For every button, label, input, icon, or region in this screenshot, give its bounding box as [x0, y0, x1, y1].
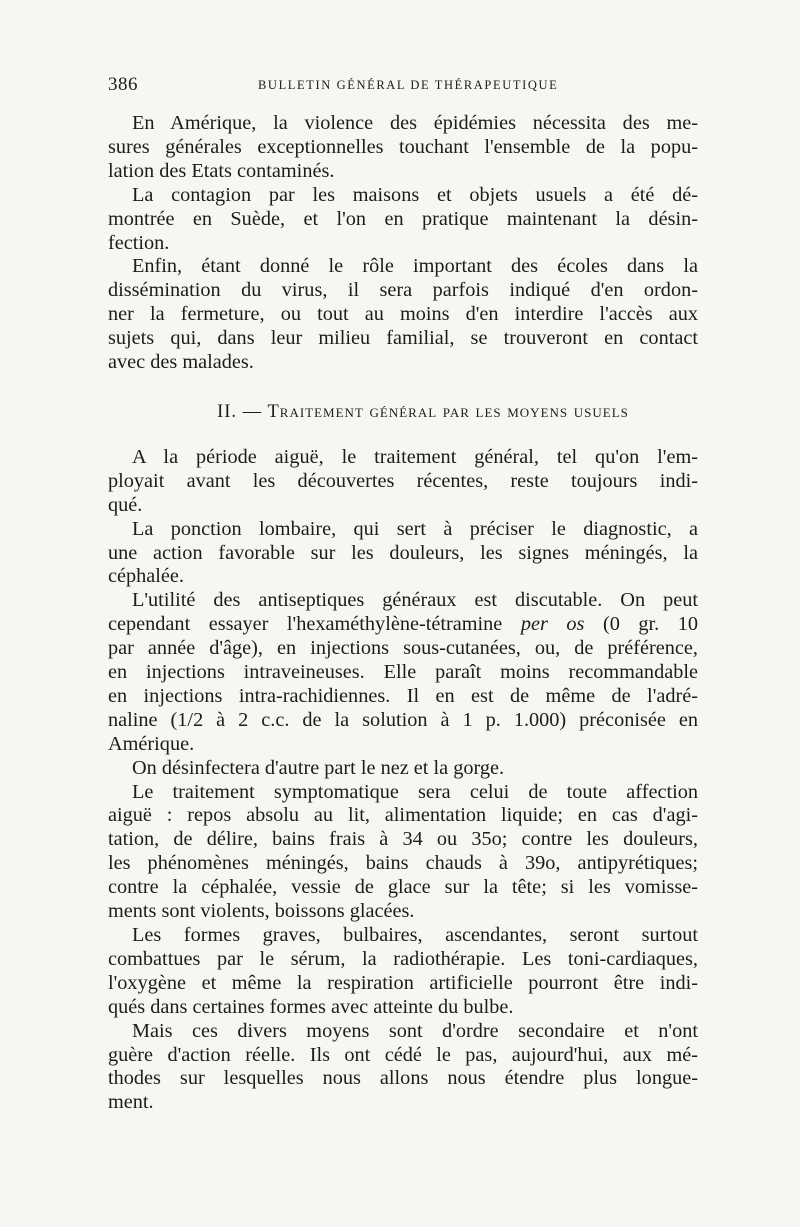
text-line: l'oxygène et même la respiration artificielle pourront être indi-: [108, 971, 698, 994]
page-number: 386: [108, 74, 138, 95]
paragraph: [108, 446, 698, 518]
text-line: La ponction lombaire, qui sert à préciser le diagnostic, a: [132, 517, 698, 540]
text-line: sujets qui, dans leur milieu familial, se trouveront en contact: [108, 327, 698, 350]
text-line: montrée en Suède, et l'on en pratique maintenant la désin-: [108, 207, 698, 230]
text-line: céphalée.: [108, 565, 184, 588]
paragraph: [108, 255, 698, 375]
paragraph: [108, 781, 698, 924]
text-line: avec des malades.: [108, 351, 254, 374]
text-line: La contagion par les maisons et objets usuels a été dé-: [132, 183, 698, 206]
text-line: On désinfectera d'autre part le nez et la gorge.: [132, 756, 505, 779]
text-line: ployait avant les découvertes récentes, reste toujours indi-: [108, 469, 698, 492]
text-line: Les formes graves, bulbaires, ascendantes, seront surtout: [132, 924, 698, 946]
text-line: en injections intra-rachidiennes. Il en est de même de l'adré-: [108, 684, 698, 707]
text-line: contre la céphalée, vessie de glace sur la tête; si les vomisse-: [108, 876, 698, 899]
text-line: une action favorable sur les douleurs, les signes méningés, la: [108, 541, 698, 564]
text-line: Mais ces divers moyens sont d'ordre secondaire et n'ont: [132, 1019, 698, 1042]
paragraph: [108, 757, 698, 781]
paragraph: [108, 1020, 698, 1116]
text-line: guère d'action réelle. Ils ont cédé le pas, aujourd'hui, aux mé-: [108, 1043, 698, 1066]
text-line: En Amérique, la violence des épidémies nécessita des me-: [132, 112, 698, 134]
text-line: lation des Etats contaminés.: [108, 159, 335, 182]
text-line: tation, de délire, bains frais à 34 ou 35o; contre les douleurs,: [108, 828, 698, 851]
text-line: combattues par le sérum, la radiothérapie. Les toni-cardiaques,: [108, 947, 698, 970]
paragraph: [108, 184, 698, 256]
text-line: ner la fermeture, ou tout au moins d'en interdire l'accès aux: [108, 303, 698, 326]
paragraphs-after-heading: [108, 446, 698, 1115]
running-head: [108, 74, 698, 96]
paragraph: [108, 924, 698, 1020]
text-line: sures générales exceptionnelles touchant l'ensemble de la popu-: [108, 135, 698, 158]
text-line: Enfin, étant donné le rôle important des écoles dans la: [132, 255, 698, 278]
paragraph: [108, 112, 698, 184]
text-line: fection.: [108, 231, 170, 254]
text-line: naline (1/2 à 2 c.c. de la solution à 1 p. 1.000) préconisée en: [108, 708, 698, 731]
text-line: aiguë : repos absolu au lit, alimentation liquide; en cas d'agi-: [108, 804, 698, 827]
text-line: cependant essayer l'hexaméthylène-tétramine per os (0 gr. 10: [108, 613, 698, 636]
paragraphs-before-heading: [108, 112, 698, 375]
text-line: Le traitement symptomatique sera celui de toute affection: [132, 780, 698, 803]
text-line: qués dans certaines formes avec atteinte du bulbe.: [108, 995, 514, 1018]
text-line: ment.: [108, 1091, 154, 1114]
text-line: L'utilité des antiseptiques généraux est discutable. On peut: [132, 589, 698, 612]
paragraph: [108, 518, 698, 590]
paragraph: [108, 589, 698, 756]
text-line: A la période aiguë, le traitement général, tel qu'on l'em-: [132, 445, 698, 468]
text-line: dissémination du virus, il sera parfois indiqué d'en ordon-: [108, 279, 698, 302]
text-line: thodes sur lesquelles nous allons nous étendre plus longue-: [108, 1067, 698, 1090]
journal-title: BULLETIN GÉNÉRAL DE THÉRAPEUTIQUE: [258, 78, 559, 92]
text-line: ments sont violents, boissons glacées.: [108, 900, 415, 923]
body-text: [108, 112, 698, 1115]
text-line: par année d'âge), en injections sous-cutanées, ou, de préférence,: [108, 637, 698, 660]
text-line: les phénomènes méningés, bains chauds à 39o, antipyrétiques;: [108, 852, 698, 875]
text-line: en injections intraveineuses. Elle paraît moins recommandable: [108, 661, 698, 684]
text-line: Amérique.: [108, 732, 195, 755]
section-heading: II. — Traitement général par les moyens usuels: [217, 401, 629, 422]
text-line: qué.: [108, 493, 143, 516]
